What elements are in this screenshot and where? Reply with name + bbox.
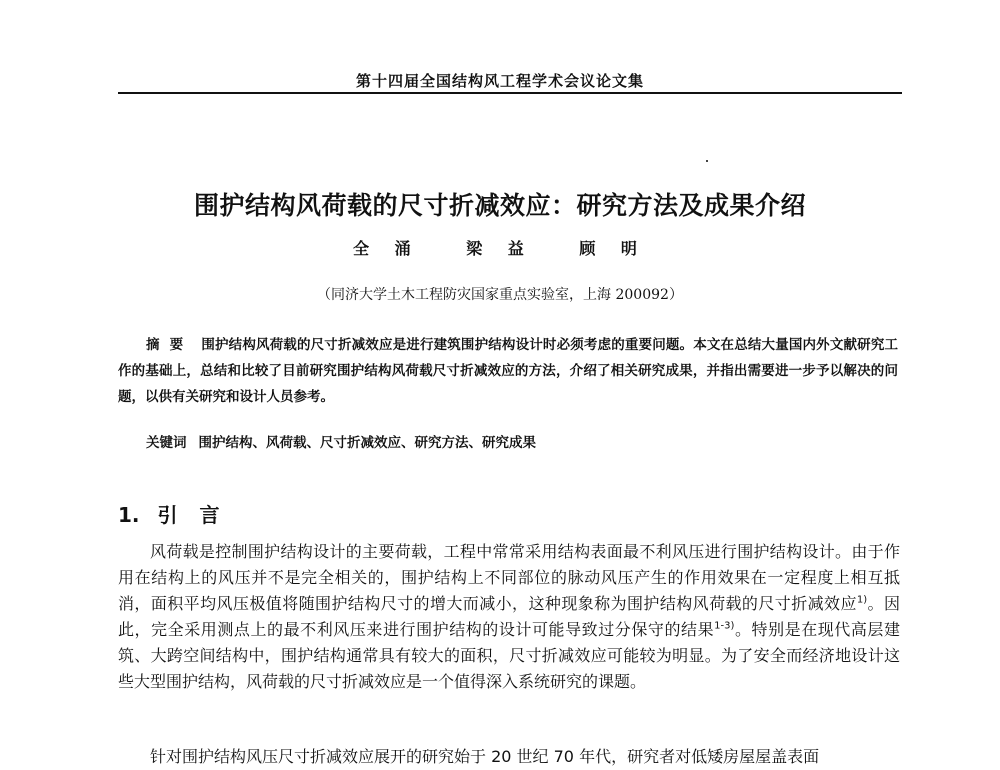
section-heading bbox=[118, 499, 242, 528]
body-paragraph-2: 针对围护结构风压尺寸折减效应展开的研究始于 20 世纪 70 年代，研究者对低矮房屋屋盖表面 bbox=[150, 747, 820, 766]
keywords-label: 关键词 bbox=[146, 435, 187, 451]
running-header: 第十四届全国结构风工程学术会议论文集 bbox=[355, 72, 644, 90]
citation-2: 1-3) bbox=[714, 620, 735, 632]
keywords bbox=[146, 431, 896, 451]
abstract-text: 围护结构风荷载的尺寸折减效应是进行建筑围护结构设计时必须考虑的重要问题。本文在总结大量国内外文献研究工作的基础上，总结和比较了目前研究围护结构风荷载尺寸折减效应的方法，介绍了相关研究成果，并指出需要进一步予以解决的问题，以供有关研究和设计人员参考。 bbox=[118, 337, 898, 405]
scan-speck bbox=[706, 160, 708, 162]
author-2: 梁 益 bbox=[466, 239, 534, 258]
header-rule bbox=[118, 92, 902, 94]
author-3: 顾 明 bbox=[579, 239, 647, 258]
para1-part-c: 。特别是在现代高层建筑、大跨空间结构中，围护结构通常具有较大的面积，尺寸折减效应可能较为明显。为了安全而经济地设计这些大型围护结构，风荷载的尺寸折减效应是一个值得深入系统研究的课题。 bbox=[118, 620, 900, 691]
citation-1: 1) bbox=[856, 594, 868, 606]
abstract-label: 摘要 bbox=[146, 337, 194, 353]
affiliation: （同济大学土木工程防灾国家重点实验室，上海 200092） bbox=[317, 287, 683, 303]
para1-part-a: 风荷载是控制围护结构设计的主要荷载，工程中常常采用结构表面最不利风压进行围护结构设计。由于作用在结构上的风压并不是完全相关的，围护结构上不同部位的脉动风压产生的作用效果在一定程度上相互抵消，面积平均风压极值将随围护结构尺寸的增大而减小，这种现象称为围护结构风荷载的尺寸折减效应 bbox=[118, 542, 900, 613]
section-number: 1. bbox=[118, 503, 140, 527]
paper-title: 围护结构风荷载的尺寸折减效应：研究方法及成果介绍 bbox=[193, 191, 806, 220]
para1-part-b: 。因此，完全采用测点上的最不利风压来进行围护结构的设计可能导致过分保守的结果 bbox=[118, 594, 900, 639]
body-paragraph-1 bbox=[118, 539, 900, 695]
author-1: 全 涌 bbox=[353, 239, 421, 258]
abstract bbox=[118, 332, 898, 410]
keywords-text: 围护结构、风荷载、尺寸折减效应、研究方法、研究成果 bbox=[198, 435, 536, 451]
section-title: 引言 bbox=[157, 503, 242, 527]
author-list bbox=[0, 236, 1000, 259]
